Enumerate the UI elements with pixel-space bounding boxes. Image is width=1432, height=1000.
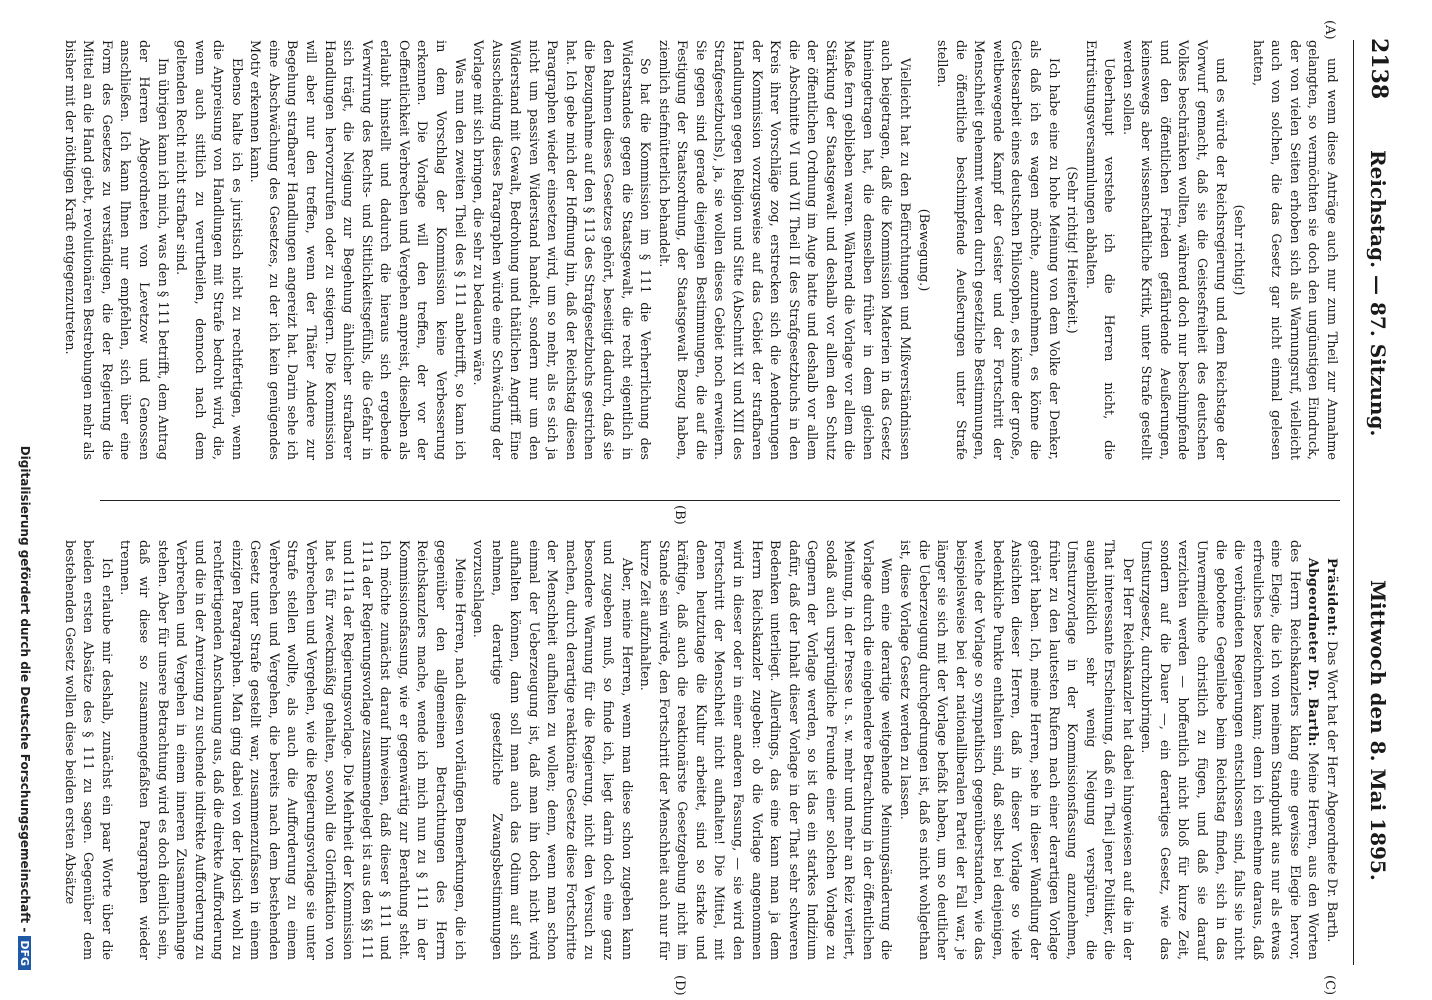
speaker-paragraph bbox=[1136, 540, 1322, 960]
speaker-name: Präsident: bbox=[1324, 558, 1339, 637]
speech-text: Das Wort hat der Herr Abgeordnete Dr. Barth. bbox=[1324, 640, 1339, 943]
body-paragraph: Ueberhaupt verstehe ich die Herren nicht, die Entrüstungsversammlungen abhalten. bbox=[1082, 40, 1117, 460]
right-text-column bbox=[59, 540, 1340, 960]
body-paragraph: Ebenso halte ich es juristisch nicht zu rechtfertigen, wenn die Anpreisung von Handlungen mit Strafe bedroht wird, die, wenn auch sittlich zu verurtheilen, dennoch nach dem geltenden Recht nicht strafbar sind. bbox=[173, 40, 244, 460]
body-paragraph: Wenn eine derartige weitgehende Meinungsänderung die Vorlage durch die eingehendere Betrachtung in der öffentlichen Meinung, in der Presse u. s. w. mehr und mehr an Reiz verliert, sodaß auch ursprüngliche Freunde einer solchen Vorlage zu Gegnern der Vorlage werden, so ist das ein starkes Indizium dafür, daß der Inhalt dieser Vorlage in der That sehr schweren Bedenken unterliegt. Allerdings, das eine kann man ja dem Herrn Reichskanzler zugeben: ob die Vorlage angenommen wird in dieser oder in einer anderen Fassung, — sie wird den Fortschritt der Menschheit nicht aufhalten! Die Mittel, mit denen heutzutage die Kultur arbeitet, sind so starke und kräftige, daß auch die reaktionärste Gesetzgebung nicht im Stande sein würde, den Fortschritt der Menschheit auch nur für kurze Zeit aufzuhalten. bbox=[637, 540, 894, 960]
speaker-name: Abgeordneter Dr. Barth: bbox=[1305, 558, 1321, 747]
interjection: (sehr richtig!) bbox=[1231, 204, 1247, 296]
header-rule bbox=[1353, 40, 1354, 965]
running-head: Reichstag. — 87. Sitzung. bbox=[1366, 150, 1390, 437]
margin-marker-b: (B) bbox=[672, 505, 687, 525]
body-paragraph: So hat die Kommission im § 111 die Verherrlichung des Widerstandes gegen die Staatsgewalt, die recht eigentlich in den Rahmen dieses Gesetzes gehört, beseitigt dadurch, daß sie die Bezugnahme auf den § 113 des Strafgesetzbuchs gestrichen hat. Ich gebe mich der Hoffnung hin, daß der Reichstag diesen Paragraphen wieder einsetzen wird, um so mehr, als es sich ja nicht um passiven Widerstand handelt, sondern nur um den Widerstand mit Gewalt, Bedrohung und thätlichen Angriff. Eine Ausscheidung dieses Paragraphen würde eine Schwächung der Vorlage mit sich bringen, die sehr zu bedauern wäre. bbox=[470, 40, 653, 460]
left-text-column bbox=[59, 40, 1340, 460]
body-paragraph: Meine Herren, nach diesen vorläufigen Bemerkungen, die ich gegenüber den allgemeinen Betrachtungen des Herrn Reichskanzlers mache, wende ich mich nun zu § 111 in der Kommissionsfassung, wie er gegenwärtig zur Berathung steht. Ich möchte zunächst darauf hinweisen, daß dieser § 111 und 111a der Regierungsvorlage zusammengelegt ist aus den §§ 111 und 111a der Regierungsvorlage. Die Mehrheit der Kommission hat es für zweckmäßig gehalten, sowohl die Glorifikation von Verbrechen und Vergehen, wie die Regierungsvorlage sie unter Strafe stellen wollte, als auch die Aufforderung zu einem Verbrechen und Vergehen, die bereits nach dem bestehenden Gesetz unter Strafe gestellt war, zusammenzufassen in einem einzigen Paragraphen. Man ging dabei von der logisch wohl zu rechtfertigenden Anschauung aus, daß die direkte Aufforderung und die in der Anreizung zu suchende indirekte Aufforderung zu Verbrechen und Vergehen in einem inneren Zusammenhange stehen. Aber für unsere Betrachtung wird es doch dienlich sein, daß wir diese so zusammengefaßten Paragraphen wieder trennen. bbox=[117, 540, 467, 960]
body-paragraph: Was nun den zweiten Theil des § 111 anbetrifft, so kann ich in dem Vorschlag der Kommission keine Verbesserung erkennen. Die Vorlage will den treffen, der vor der Oeffentlichkeit Verbrechen und Vergehen anpreist, dieselben als erlaubt hinstellt und dadurch die hieraus sich ergebende Verwirrung des Rechts- und Sittlichkeitsgefühls, die Gefahr in sich trägt, die Neigung zur Begehung ähnlicher strafbarer Handlungen hervorzurufen oder zu steigern. Die Kommission will aber nur den treffen, wenn der Thäter Andere zur Begehung strafbarer Handlungen angereizt hat. Darin sehe ich eine Abschwächung des Gesetzes, zu der ich kein genügendes Motiv erkennen kann. bbox=[247, 40, 467, 460]
body-paragraph: Aber, meine Herren, wenn man diese schon zugeben kann und zugeben muß, so finde ich, liegt darin doch eine ganz besondere Warnung für die Regierung, nicht den Versuch zu machen, durch derartige reaktionäre Gesetze diese Fortschritte der Menschheit aufhalten zu wollen; denn, wenn man schon einmal der Ueberzeugung ist, daß man ihn doch nicht wird aufhalten können, dann soll man auch das Odium auf sich nehmen, derartige gesetzliche Zwangsbestimmungen vorzuschlagen. bbox=[470, 540, 634, 960]
margin-marker-a: (A) bbox=[1322, 20, 1337, 40]
body-paragraph: Im übrigen kann ich mich, was den § 111 betrifft, dem Antrag der Herren Abgeordneten von Levetzow und Genossen anschließen. Ich kann Ihnen nur empfehlen, sich über eine Form des Gesetzes zu verständigen, die der Regierung die Mittel an die Hand giebt, revolutionären Bestrebungen mehr als bisher mit der nöthigen Kraft entgegenzutreten. bbox=[61, 40, 170, 460]
interjection: (Sehr richtig! Heiterkeit.) bbox=[1064, 166, 1080, 334]
margin-marker-d: (D) bbox=[672, 975, 687, 996]
digitization-notice bbox=[18, 30, 32, 970]
dfg-logo: DFG bbox=[18, 936, 31, 970]
speech-text: Meine Herren, aus den Worten des Herrn Reichskanzlers klang eine gewisse Elegie hervor, eine Elegie, die ich von meinem Standpunkt aus nur als etwas erfreuliches bezeichnen kann; denn ich entnehme daraus, daß die verbündeten Regierungen entschlossen sind, falls sie nicht die gebotene Gegenliebe beim Reichstag finden, sich in das Unvermeidliche christlich zu fügen, und daß sie darauf verzichten werden — hoffentlich nicht bloß für kurze Zeit, sondern auf die Dauer —, ein derartiges Gesetz, wie das Umsturzgesetz, durchzubringen. bbox=[1138, 540, 1321, 960]
speaker-paragraph bbox=[1321, 540, 1340, 960]
body-paragraph: und es würde der Reichsregierung und dem Reichstage der Vorwurf gemacht, daß sie die Geistesfreiheit des deutschen Volkes beschränken wollten, während doch nur beschimpfende und den öffentlichen Frieden gefährdende Aeußerungen, keineswegs aber wissenschaftliche Kritik, unter Strafe gestellt werden sollen. bbox=[1119, 40, 1228, 460]
body-paragraph: Der Herr Reichskanzler hat dabei hingewiesen auf die in der That interessante Erscheinung, daß ein Theil jener Politiker, die augenblicklich sehr wenig Neigung verspüren, die Umsturzvorlage in der Kommissionsfassung anzunehmen, früher zu den lautesten Rufern nach einer derartigen Vorlage gehört haben. Ich, meine Herren, sehe in dieser Wandlung der Ansichten dieser Herren, daß in dieser Vorlage so viele bedenkliche Punkte enthalten sind, daß selbst bei denjenigen, welche der Vorlage so sympathisch gegenüberstanden, wie das beispielsweise bei der nationalliberalen Partei der Fall war, je länger sie sich mit der Vorlage befaßt haben, um so deutlicher die Ueberzeugung durchgedrungen ist, daß es nicht wohlgethan ist, diese Vorlage Gesetz werden zu lassen. bbox=[897, 540, 1135, 960]
column-divider bbox=[100, 500, 1340, 501]
body-paragraph: und wenn diese Anträge auch nur zum Theil zur Annahme gelangten, so vermöchten sie doch den ungünstigen Eindruck, der von vielen Seiten erhoben sich als Warnungsruf, vielleicht auch von solchen, die das Gesetz gar nicht einmal gelesen hatten, bbox=[1249, 40, 1339, 460]
digitization-notice-text: Digitalisierung gefördert durch die Deutsche Forschungsgemeinschaft - bbox=[18, 445, 32, 933]
running-date: Mittwoch den 8. Mai 1895. bbox=[1366, 580, 1390, 881]
margin-marker-c: (C) bbox=[1322, 975, 1337, 996]
body-paragraph: Ich erlaube mir deshalb, zunächst ein paar Worte über die beiden ersten Absätze des § 111 zu sagen. Gegenüber dem bestehenden Gesetz wollen diese beiden ersten Absätze bbox=[61, 540, 114, 960]
body-paragraph: Ich habe eine zu hohe Meinung von dem Volke der Denker, als daß ich es wagen möchte, anzunehmen, es könne die Geistesarbeit eines deutschen Philosophen, es könne der große, weltbewegende Kampf der Geister und der Fortschritt der Menschheit gehemmt werden durch gesetzliche Bestimmungen, die öffentliche beschimpfende Aeußerungen unter Strafe stellen. bbox=[934, 40, 1061, 460]
page-number: 2138 bbox=[1366, 38, 1392, 100]
interjection: (Bewegung.) bbox=[915, 208, 931, 292]
body-paragraph: Vielleicht hat zu den Befürchtungen und Mißverständnissen auch beigetragen, daß die Kommission Materien in das Gesetz hineingetragen hat, die demselben früher in dem gleichen Maße fern geblieben waren. Während die Vorlage vor allem die Stärkung der Staatsgewalt und deshalb vor allem den Schutz der öffentlichen Ordnung im Auge hatte und deshalb vor allem die Abschnitte VI und VII Theil II des Strafgesetzbuchs in den Kreis ihrer Vorschläge zog, erstrecken sich die Aenderungen der Kommission vorzugsweise auf das Gebiet der strafbaren Handlungen gegen Religion und Sitte (Abschnitt XI und XIII des Strafgesetzbuchs), ja, sie wollen dieses Gebiet noch erweitern. Sie gegen sind gerade diejenigen Bestimmungen, die auf die Festigung der Staatsordnung, der Staatsgewalt Bezug haben, ziemlich stiefmütterlich behandelt. bbox=[655, 40, 913, 460]
